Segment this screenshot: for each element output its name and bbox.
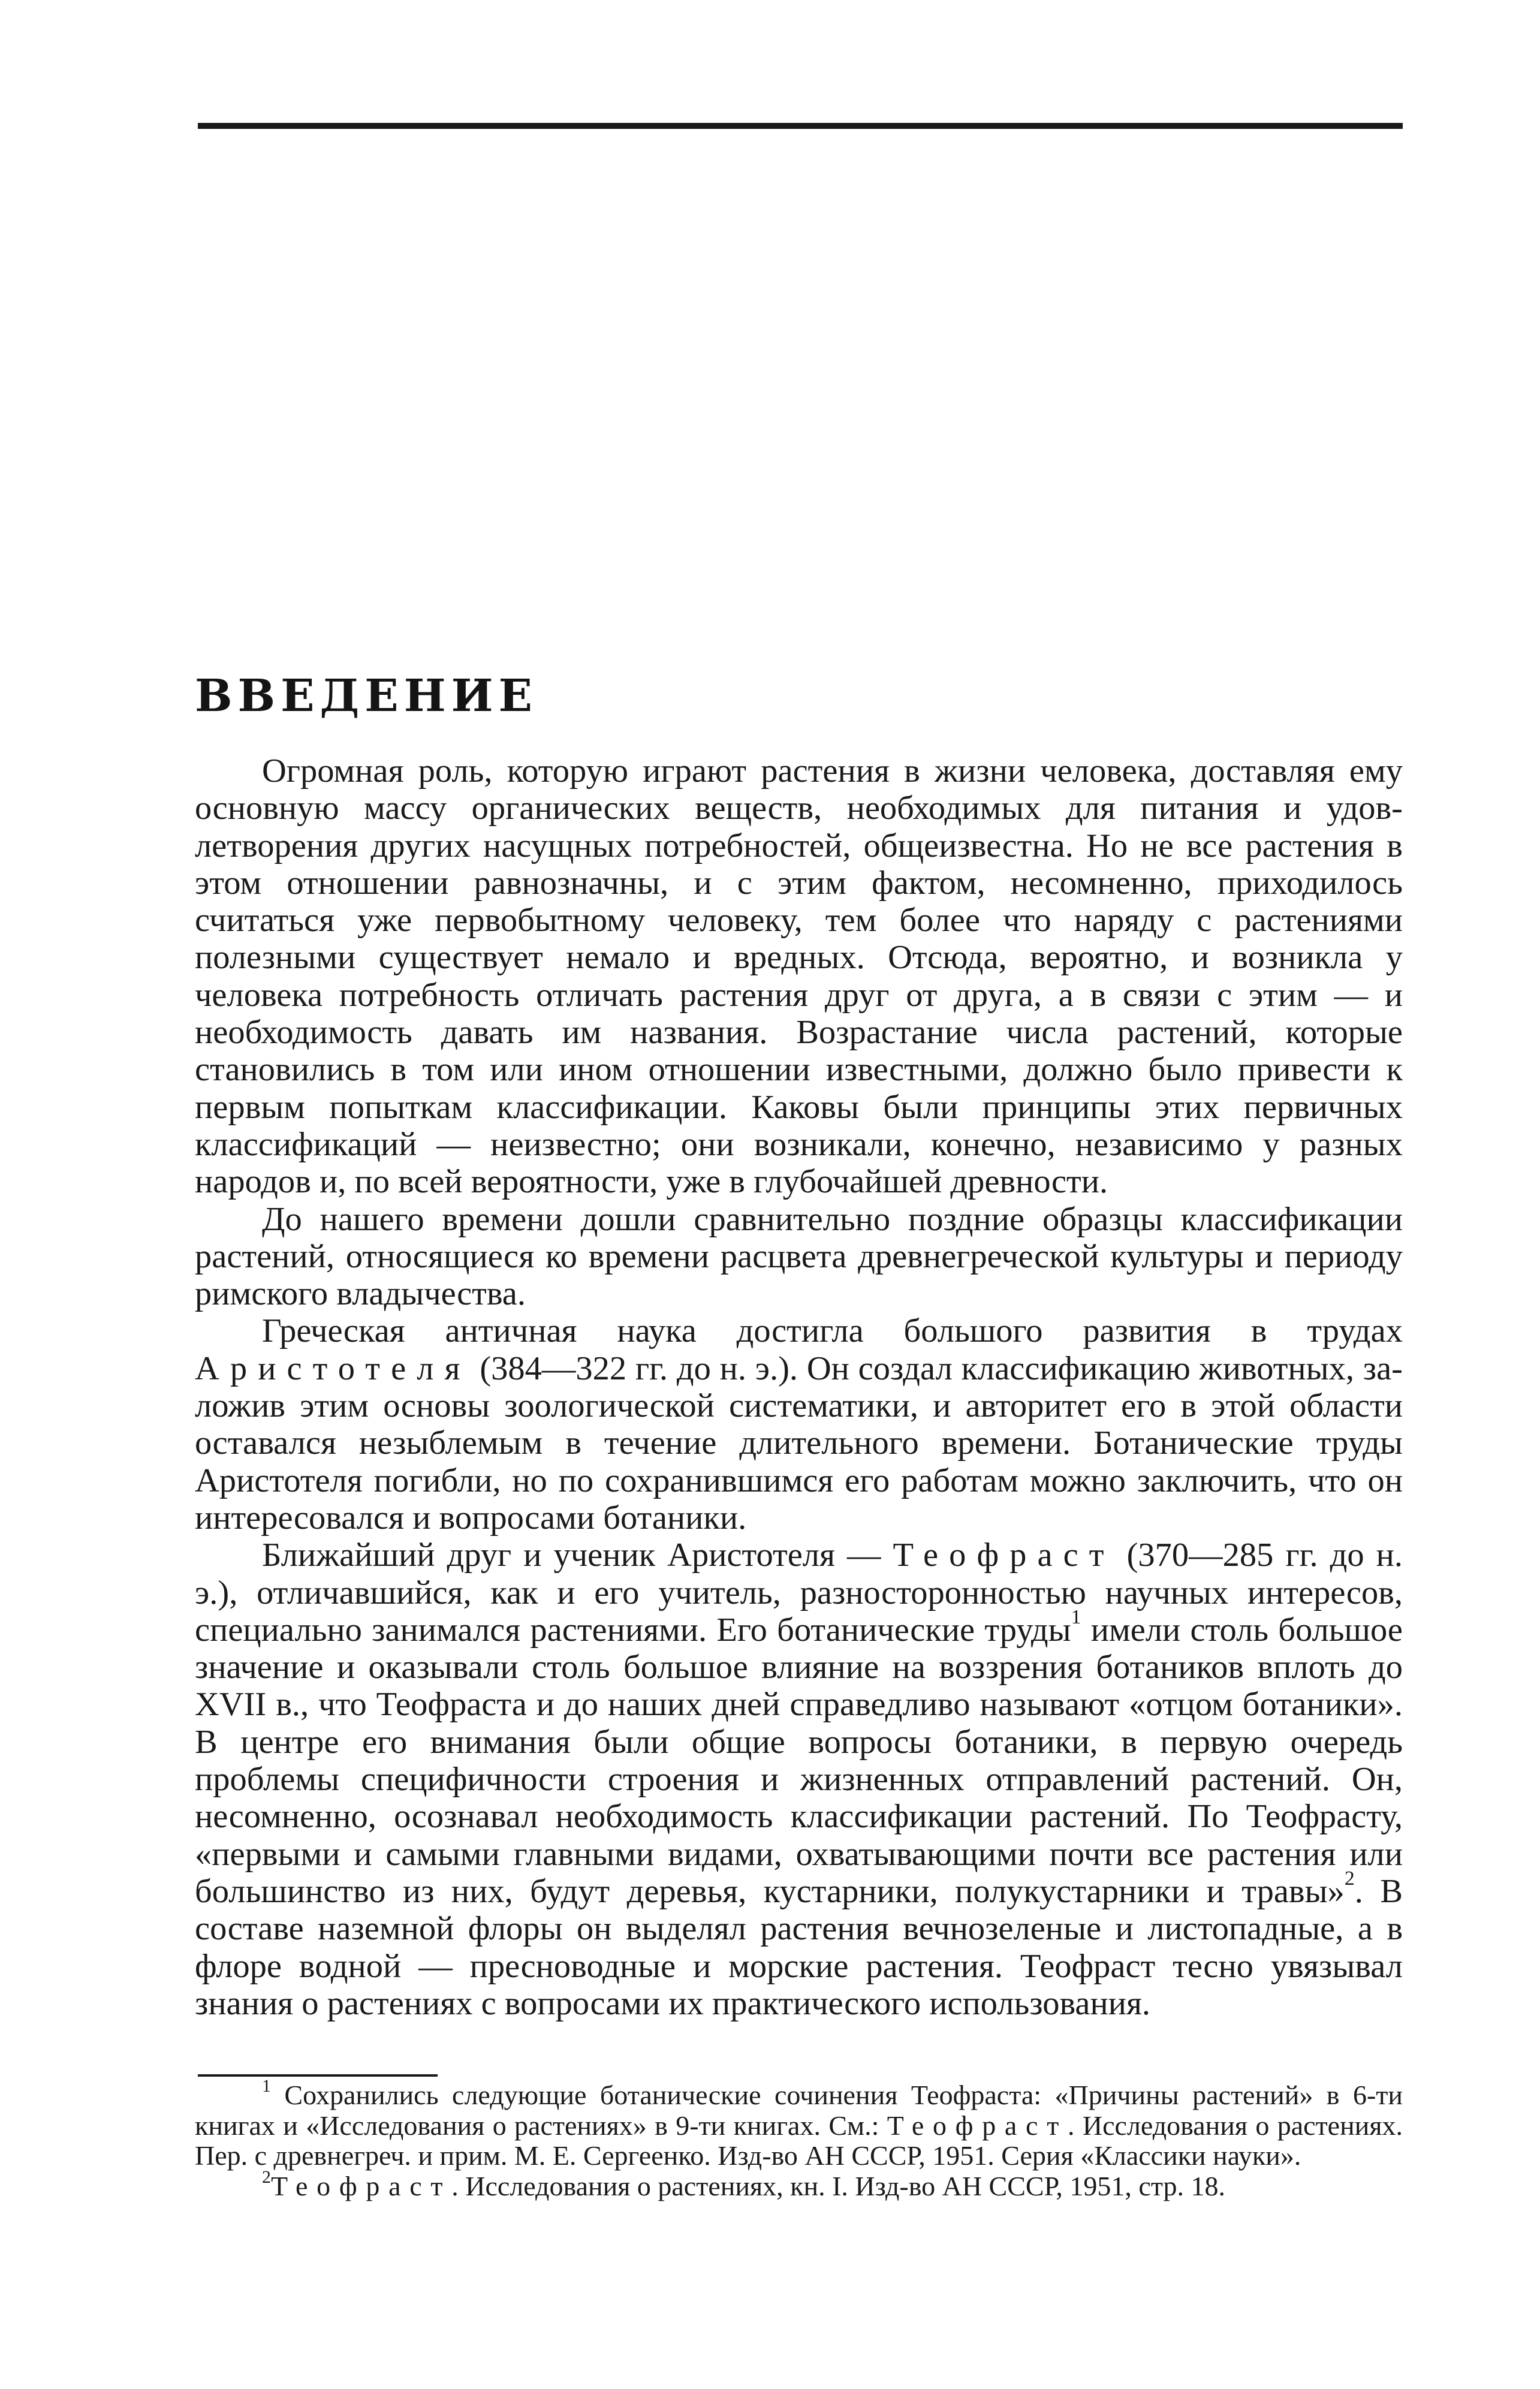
paragraph-3-text-after: (384—322 гг. до н. э.). Он создал классификацию животных, заложив этим основы зоологической систематики, и авторитет его в этой области оставался незыблемым в течение длительного времени. Ботанические труды Аристотеля погибли, но по сохранившимся его работам можно заключить, что он интересовался и вопросами ботаники. xyxy=(195,1349,1403,1537)
paragraph-3-text-before: Греческая античная наука достигла большого развития в трудах xyxy=(262,1312,1403,1350)
aristotle-name: Аристотеля xyxy=(195,1349,471,1387)
footnote-ref-2: 2 xyxy=(1344,1867,1355,1890)
paragraph-4-text-after: . В составе наземной флоры он выделял растения вечнозеленые и листопадные, а в флоре водной — пресноводные и морские растения. Теофраст тесно увязывал знания о растениях с вопросами их практического использования. xyxy=(195,1872,1403,2022)
top-rule xyxy=(198,123,1403,129)
paragraph-4-text-mid: (370—285 гг. до н. э.), отличавшийся, как и его учитель, разносторонностью научных интересов, специально занимался растениями. Его ботанические труды xyxy=(195,1537,1403,1649)
footnote-1-text-after: . Исследования о растениях. Пер. с древнегреч. и прим. М. Е. Сергеенко. Изд-во АН СССР, 1951. Серия «Классики науки». xyxy=(195,2110,1403,2171)
paragraph-4-text-mid2: имели столь большое значение и оказывали столь большое влияние на воззрения ботаников вплоть до XVII в., что Теофраста и до наших дней справедливо называют «отцом ботаники». В центре его внимания были общие вопросы ботаники, в первую очередь проблемы специфичности строения и жизненных отправлений растений. Он, несомненно, осознавал необходимость классификации растений. По Теофрасту, «первыми и самыми главными видами, охватывающими почти все растения или большинство из них, будут деревья, кустарники, полукустарники и травы» xyxy=(195,1611,1403,1910)
theophrastus-name: Теофраст xyxy=(893,1537,1115,1574)
paragraph-4 xyxy=(195,1537,1403,2022)
paragraph-4-text-before: Ближайший друг и ученик Аристотеля — xyxy=(262,1537,893,1574)
paragraph-2 xyxy=(195,1201,1403,1313)
footnote-rule xyxy=(198,2074,438,2077)
paragraph-1 xyxy=(195,752,1403,1201)
paragraph-1-text: Огромная роль, которую играют растения в жизни человека, доставляя ему основную массу органических веществ, необходимых для питания и удовлетворения других насущных потребностей, общеизвестна. Но не все растения в этом отношении равнозначны, и с этим фактом, несомненно, приходилось считаться уже первобытному человеку, тем более что наряду с растениями полезными существует немало и вредных. Отсюда, вероятно, и возникла у человека потребность отличать растения друг от друга, а в связи с этим — и необходимость давать им названия. Возрастание числа растений, которые становились в том или ином отношении известными, должно было привести к первым попыткам классификации. Каковы были принципы этих первичных классификаций — неизвестно; они возникали, конечно, независимо у разных народов и, по всей вероятности, уже в глубочайшей древности. xyxy=(195,752,1403,1201)
chapter-heading: ВВЕДЕНИЕ xyxy=(195,670,538,722)
footnote-1-text-before: Сохранились следующие ботанические сочинения Теофраста: «Причины растений» в 6-ти книгах и «Исследования о растениях» в 9-ти книгах. См.: xyxy=(195,2080,1403,2141)
paragraph-3 xyxy=(195,1312,1403,1537)
footnote-1-author: Теофраст xyxy=(887,2110,1068,2141)
footnotes xyxy=(195,2076,1403,2201)
paragraph-2-text: До нашего времени дошли сравнительно поздние образцы классификации растений, относящиеся ко времени расцвета древнегреческой культуры и периоду римского владычества. xyxy=(195,1200,1403,1313)
footnote-1-mark: 1 xyxy=(262,2076,271,2096)
footnote-2-mark: 2 xyxy=(262,2167,271,2187)
footnote-ref-1: 1 xyxy=(1071,1606,1081,1629)
footnote-1 xyxy=(195,2076,1403,2171)
footnote-2-text-after: . Исследования о растениях, кн. I. Изд-во АН СССР, 1951, стр. 18. xyxy=(451,2170,1225,2201)
footnote-2-author: Теофраст xyxy=(270,2170,452,2201)
footnote-2 xyxy=(195,2167,1403,2202)
body-text xyxy=(195,752,1403,2022)
